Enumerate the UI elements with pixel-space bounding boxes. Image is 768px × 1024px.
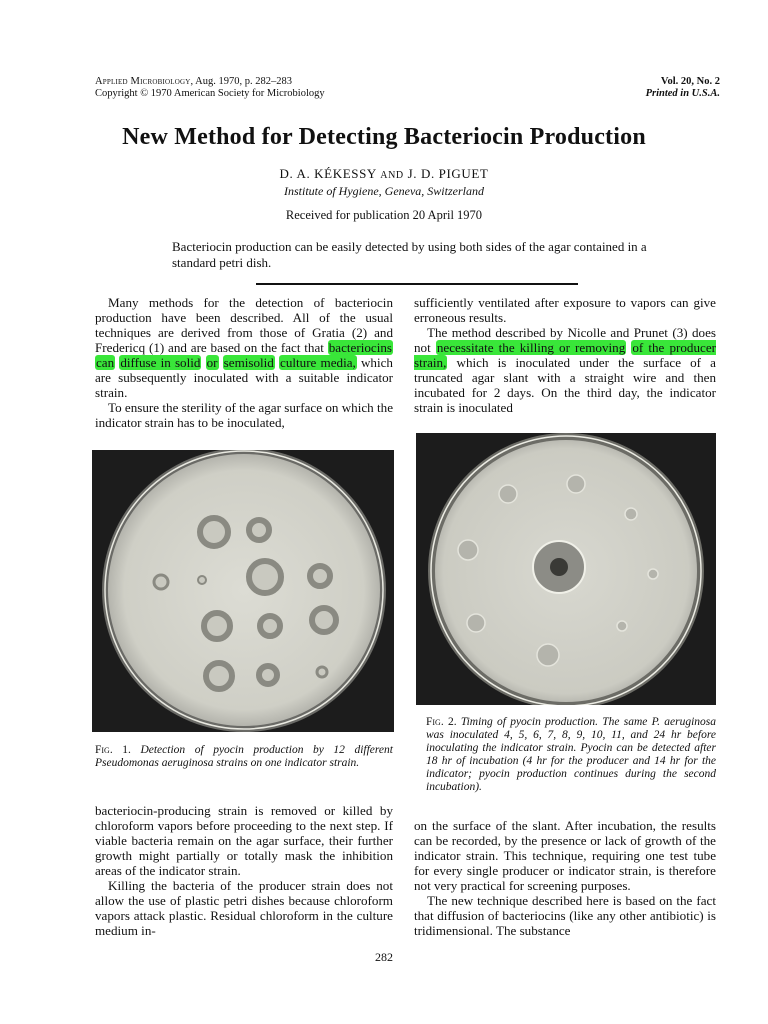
petri-dish-1 [92, 450, 394, 732]
authors [0, 166, 768, 182]
left-p1-text-b: which are subsequently inoculated with a suitable indicator strain. [95, 355, 393, 400]
abstract-rule [256, 283, 578, 285]
abstract: Bacteriocin production can be easily detected by using both sides of the agar contained in a standard petri dish. [172, 239, 647, 270]
volume-line: Vol. 20, No. 2 [660, 76, 720, 87]
copyright-line: Copyright © 1970 American Society for Microbiology [95, 88, 325, 99]
highlight-diffuse: diffuse in solid [120, 355, 201, 370]
journal-header [95, 76, 415, 100]
highlight-can: can [96, 355, 115, 370]
journal-name: Applied Microbiology [95, 76, 191, 87]
left-column-bottom [95, 803, 393, 938]
highlight-semisolid: semisolid [223, 355, 274, 370]
left-bottom-paragraph-2: Killing the bacteria of the producer strain does not allow the use of plastic petri dishes because chloroform vapors attack plastic. Residual chloroform in the culture medium in- [95, 878, 393, 938]
printed-line: Printed in U.S.A. [645, 88, 720, 99]
figure-2-label: Fig. 2. [426, 716, 457, 728]
left-p1-text-a: Many methods for the detection of bacteriocin production have been described. All of the usual techniques are derived from those of Gratia (2) and Fredericq (1) and are based on the fact that [95, 295, 393, 355]
author-1: D. A. KÉKESSY [279, 166, 377, 181]
figure-1-text: Detection of pyocin production by 12 different Pseudomonas aeruginosa strains on one indicator strain. [95, 744, 393, 769]
figure-2-text: Timing of pyocin production. The same P. aeruginosa was inoculated 4, 5, 6, 7, 8, 9, 10, 11, and 24 hr before inoculating the indicator strain. Pyocin can be detected after 18 hr of incubation (4 hr for the producer and 14 hr for the indicator; pyocin production continues during the second incubation). [426, 716, 716, 793]
article-title: New Method for Detecting Bacteriocin Production [122, 124, 646, 150]
left-paragraph-1 [95, 295, 393, 400]
figure-1-label: Fig. 1. [95, 744, 131, 756]
figure-1-image [92, 450, 394, 732]
right-column-top [414, 295, 716, 415]
highlight-producer-strain: of the producer strain, [414, 340, 716, 370]
right-p2-text-a: The method described by Nicolle and Prunet (3) does not [414, 325, 716, 355]
institute: Institute of Hygiene, Geneva, Switzerland [284, 184, 484, 198]
journal-citation: , Aug. 1970, p. 282–283 [190, 76, 293, 87]
left-paragraph-2: To ensure the sterility of the agar surface on which the indicator strain has to be inoculated, [95, 400, 393, 430]
right-bottom-paragraph-2: The new technique described here is based on the fact that diffusion of bacteriocins (like any other antibiotic) is tridimensional. The substance [414, 893, 716, 938]
figure-1-caption [95, 744, 393, 770]
volume-header [520, 76, 720, 100]
author-2: J. D. PIGUET [407, 166, 489, 181]
right-paragraph-2 [414, 325, 716, 415]
right-p2-text-b: which is inoculated under the surface of a truncated agar slant with a straight wire and then incubated for 2 days. On the third day, the indicator strain is inoculated [414, 355, 716, 415]
right-paragraph-1: sufficiently ventilated after exposure to vapors can give erroneous results. [414, 295, 716, 325]
received-date: Received for publication 20 April 1970 [285, 208, 483, 222]
left-bottom-paragraph-1: bacteriocin-producing strain is removed or killed by chloroform vapors before proceeding to the next step. If viable bacteria remain on the agar surface, their further growth might partially or totally mask the inhibition areas of the indicator strain. [95, 803, 393, 878]
figure-2-image [416, 433, 716, 705]
right-column-bottom [414, 818, 716, 938]
page-number: 282 [375, 950, 393, 964]
figure-2-caption [426, 716, 716, 794]
highlight-necessitate: necessitate the killing or removing [436, 340, 626, 355]
petri-dish-2 [416, 433, 716, 705]
right-bottom-paragraph-1: on the surface of the slant. After incubation, the results can be recorded, by the presence or lack of growth of the indicator strain. This technique, requiring one test tube for every single producer or indicator strain, is therefore not very practical for screening purposes. [414, 818, 716, 893]
left-column-top [95, 295, 393, 430]
highlight-bacteriocins: bacteriocins [328, 340, 392, 355]
highlight-or: or [206, 355, 218, 370]
authors-and: AND [380, 170, 404, 181]
highlight-culture-media: culture media, [280, 355, 356, 370]
